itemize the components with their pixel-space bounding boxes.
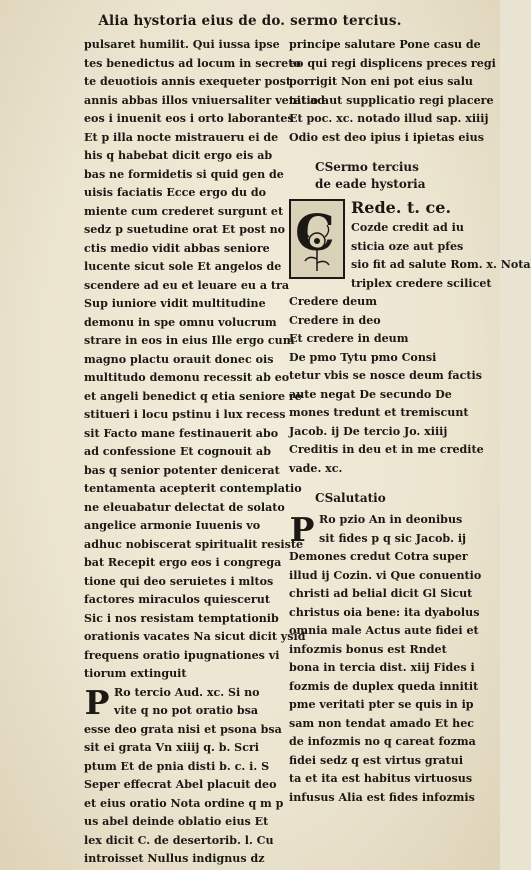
text-line: te deuotiois annis exequeter post: [84, 75, 292, 88]
text-line: de infozmis no q careat fozma: [289, 735, 476, 748]
text-line: magno plactu orauit donec ois: [84, 352, 274, 366]
right-column: [289, 36, 531, 804]
text-line: angelice armonie Iuuenis vo: [84, 519, 261, 532]
text-line: infusus Alia est fides infozmis: [289, 790, 475, 804]
text-line: his q habebat dicit ergo eis ab: [84, 149, 273, 162]
text-line: Seper effecrat Abel placuit deo: [84, 778, 277, 791]
text-line: stitueri i locu pstinu i lux recess: [84, 408, 286, 421]
text-line: Sic i nos resistam temptationib: [84, 611, 279, 625]
text-line: eos i inuenit eos i orto laborantes: [84, 112, 294, 125]
pilcrow-icon: C: [315, 160, 325, 174]
text-line: bona in tercia dist. xiij Fides i: [289, 661, 475, 674]
text-line: bas q senior potenter denicerat: [84, 463, 280, 477]
text-line: lex dicit C. de desertorib. l. Cu: [84, 833, 274, 847]
text-line: tione qui deo seruietes i mltos: [84, 574, 274, 588]
text-line: eo qui regi displicens preces regi: [289, 56, 496, 70]
text-line: et eius oratio Nota ordine q m p: [84, 796, 284, 810]
text-line: vite q no pot oratio bsa: [114, 704, 259, 717]
text-line: tetur vbis se nosce deum factis: [289, 369, 482, 382]
drop-capital: P: [289, 510, 315, 549]
text-line: fozmis de duplex queda innitit: [289, 679, 479, 693]
text-line: sit fides p q sic Jacob. ij: [319, 531, 467, 545]
text-line: sit Facto mane festinauerit abo: [84, 426, 279, 440]
section-rubric: CSermo tercius: [315, 160, 419, 174]
text-line: Odio est deo ipius i ipietas eius: [289, 130, 484, 144]
text-line: De pmo Tytu pmo Consi: [289, 350, 437, 364]
text-line: infozmis bonus est Rndet: [289, 642, 447, 656]
text-line: Demones credut Cotra super: [289, 550, 468, 563]
text-line: ta et ita est habitus virtuosus: [289, 772, 473, 785]
text-line: lucente sicut sole Et angelos de: [84, 260, 282, 273]
text-line: bat Recepit ergo eos i congrega: [84, 556, 282, 569]
text-line: Creditis in deu et in me credite: [289, 443, 484, 456]
text-line: frequens oratio ipugnationes vi: [84, 648, 280, 662]
text-line: omnia male Actus aute fidei et: [289, 624, 479, 637]
pilcrow-icon: C: [315, 491, 325, 505]
text-line: bas ne formidetis si quid gen de: [84, 167, 284, 181]
text-line: us abel deinde oblatio eius Et: [84, 815, 269, 828]
text-line: factores miraculos quiescerut: [84, 593, 270, 606]
left-paragraph-2: [84, 684, 283, 869]
text-line: sticia oze aut pfes: [351, 239, 464, 253]
section-rubric-salutatio: CSalutatio: [315, 491, 386, 505]
text-line: tatio aut supplicatio regi placere: [289, 93, 494, 107]
text-line: sam non tendat amado Et hec: [289, 716, 475, 730]
text-line: adhuc nobiscerat spiritualit resiste: [84, 537, 304, 551]
text-line: aute negat De secundo De: [289, 387, 452, 401]
text-line: illud ij Cozin. vi Que conuentio: [289, 568, 482, 582]
text-line: multitudo demonu recessit ab eo: [84, 371, 290, 384]
text-line: Ro pzio An in deonibus: [319, 513, 463, 526]
text-line: et angeli benedict q etia seniore re: [84, 389, 302, 403]
text-line: tiorum extinguit: [84, 667, 187, 680]
text-line: vade. xc.: [289, 461, 343, 475]
text-line: principe salutare Pone casu de: [289, 38, 481, 51]
text-line: Sup iuniore vidit multitudine: [84, 297, 266, 310]
text-line: miente cum crederet surgunt et: [84, 204, 284, 218]
text-line: demonu in spe omnu volucrum: [84, 315, 277, 329]
text-line: tes benedictus ad locum in secreto: [84, 56, 301, 70]
text-line: pulsaret humilit. Qui iussa ipse: [84, 38, 280, 51]
text-line: Et credere in deum: [289, 332, 409, 345]
text-line: sit ei grata Vn xiiij q. b. Scri: [84, 741, 260, 754]
text-line: Ro tercio Aud. xc. Si no: [114, 685, 260, 699]
text-line: uisis faciatis Ecce ergo du do: [84, 186, 267, 199]
text-line: triplex credere scilicet: [351, 276, 492, 290]
text-line: Credere deum: [289, 295, 377, 308]
text-line: fidei sedz q est virtus gratui: [289, 753, 464, 767]
right-paragraph-2: C Rede. t. ce. Cozde credit ad iu sticia oze aut pfes sio fit ad salute Rom. x. Nota triplex credere scilicet Credere deum Credere in deo Et credere in deum De pmo Tytu pmo Consi tetur vbis se nosce deum factis aute negat De secundo De mones tredunt et tremiscunt Jacob. ij De tercio Jo. xiiij Creditis in deu et in me credite vade. xc.: [289, 197, 479, 478]
text-line: introisset Nullus indignus dz: [84, 852, 265, 865]
right-paragraph-3: [289, 510, 482, 807]
text-line: mones tredunt et tremiscunt: [289, 406, 469, 419]
decorated-initial: C: [289, 199, 345, 279]
text-line: ptum Et de pnia disti b. c. i. S: [84, 759, 270, 773]
drop-capital: P: [84, 682, 110, 722]
text-line: ctis medio vidit abbas seniore: [84, 241, 270, 255]
text-line: pme veritati pter se quis in ip: [289, 698, 474, 711]
text-line: ad confessione Et cognouit ab: [84, 445, 271, 458]
text-line: strare in eos in eius Ille ergo cum: [84, 334, 295, 347]
text-line: porrigit Non eni pot eius salu: [289, 75, 473, 88]
text-line: Et p illa nocte mistraueru ei de: [84, 130, 279, 144]
text-line: tentamenta acepterit contemplatio: [84, 482, 302, 495]
text-line: ne eleuabatur delectat de solato: [84, 500, 285, 514]
text-line: sedz p suetudine orat Et post no: [84, 223, 286, 236]
text-line: sio fit ad salute Rom. x. Nota: [351, 258, 531, 271]
text-line: annis abbas illos vniuersaliter venit ad: [84, 93, 325, 107]
right-paragraph-1: [289, 36, 496, 147]
text-line: Cozde credit ad iu: [351, 221, 464, 234]
text-line: Credere in deo: [289, 313, 381, 327]
text-line: scendere ad eu et leuare eu a tra: [84, 278, 290, 292]
text-line: Et poc. xc. notado illud sap. xiiij: [289, 112, 489, 125]
text-line: esse deo grata nisi et psona bsa: [84, 722, 282, 736]
text-line: christus oia bene: ita dyabolus: [289, 605, 480, 619]
text-line: Jacob. ij De tercio Jo. xiiij: [289, 424, 448, 438]
section-rubric-line2: de eade hystoria: [315, 177, 426, 191]
text-line: christi ad belial dicit Gl Sicut: [289, 587, 473, 600]
text-line: orationis vacates Na sicut dicit ysid: [84, 630, 306, 643]
running-header: Alia hystoria eius de do. sermo tercius.: [98, 13, 402, 29]
